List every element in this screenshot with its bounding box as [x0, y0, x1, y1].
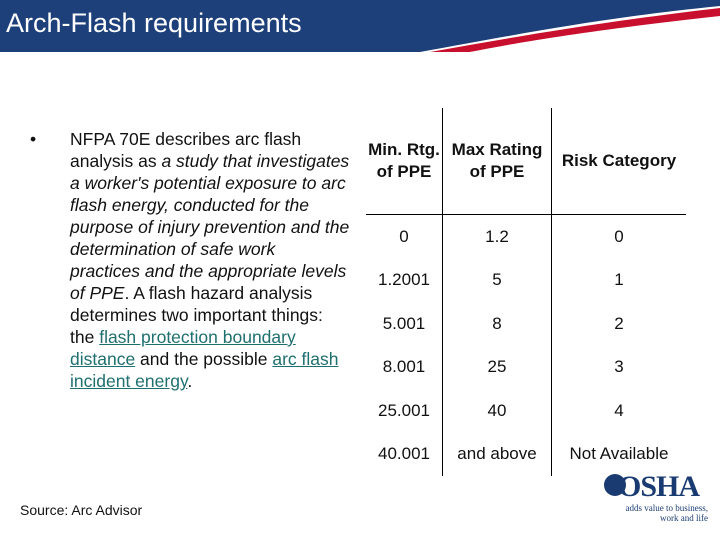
table-row [366, 302, 686, 346]
header-min-rating: Min. Rtg. of PPE [366, 108, 443, 215]
logo-tagline: adds value to business, work and life [625, 503, 708, 523]
cell-min: 25.001 [366, 389, 443, 433]
cell-min: 0 [366, 215, 443, 259]
cell-category: 1 [614, 270, 624, 290]
bullet-text-intro: NFPA 70E describes arc flash analysis as [70, 129, 302, 171]
bullet-text-definition: a study that investigates a worker's potential exposure to arc flash energy, conducted for the purpose of injury prevention and the determination of safe work practices and the appropriate levels of PPE [70, 151, 350, 303]
header-risk-category: Risk Category [552, 108, 687, 215]
cell-max: 5 [443, 259, 552, 303]
cell-max: 1.2 [443, 215, 552, 259]
table-row [366, 259, 686, 303]
cell-category: 3 [614, 357, 624, 377]
cell-max: and above [443, 433, 552, 477]
bullet-paragraph [30, 128, 350, 392]
ppe-rating-table [366, 108, 686, 476]
bullet-text-connector: and the possible [135, 349, 273, 369]
cell-category: Not Available [569, 444, 669, 464]
header-max-rating: Max Rating of PPE [443, 108, 552, 215]
osha-logo [604, 470, 708, 526]
table-row [366, 389, 686, 433]
logo-wordmark: OSHA [618, 470, 700, 503]
cell-max: 25 [443, 346, 552, 390]
cell-category: 2 [614, 313, 624, 333]
slide-title: Arch-Flash requirements [6, 8, 302, 38]
cell-min: 1.2001 [366, 259, 443, 303]
cell-min: 8.001 [366, 346, 443, 390]
bullet-text-end: . [187, 371, 193, 391]
bullet-text [70, 128, 350, 392]
cell-category: 4 [614, 400, 624, 420]
cell-category: 0 [614, 226, 624, 246]
cell-min: 40.001 [366, 433, 443, 477]
bullet-text-middle: . A flash hazard analysis determines two important things: the [70, 283, 323, 347]
table-row [366, 215, 686, 259]
source-note: Source: Arc Advisor [20, 502, 143, 518]
cell-max: 8 [443, 302, 552, 346]
bullet-marker: • [30, 129, 37, 149]
cell-max: 40 [443, 389, 552, 433]
link-flash-protection-boundary[interactable]: flash protection boundary distance [70, 327, 296, 369]
cell-min: 5.001 [366, 302, 443, 346]
table-row [366, 346, 686, 390]
table-header-row [366, 108, 686, 215]
link-arc-flash-incident-energy[interactable]: arc flash incident energy [70, 349, 339, 391]
